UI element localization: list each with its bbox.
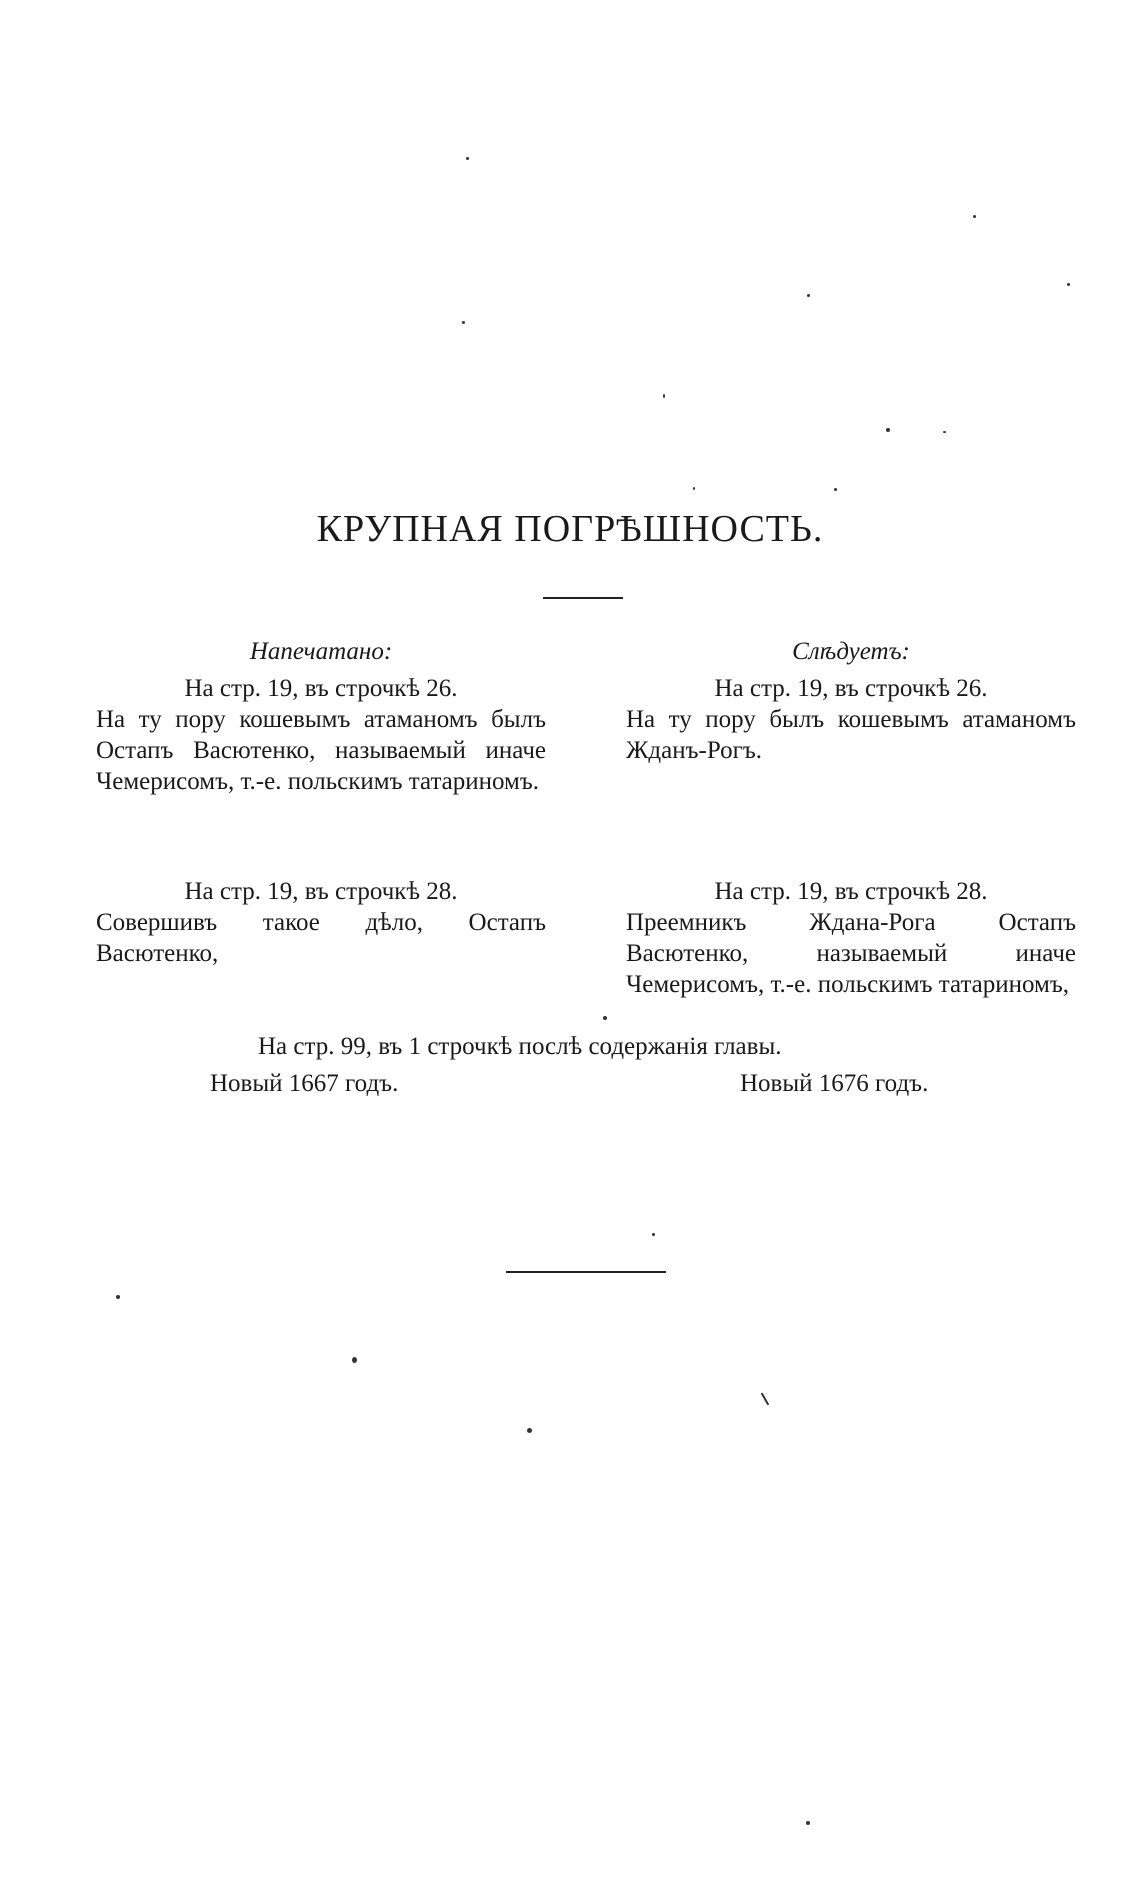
scan-speck	[761, 1392, 770, 1405]
closing-divider	[506, 1271, 666, 1273]
scan-speck	[652, 1233, 655, 1236]
title-divider	[543, 597, 623, 599]
entry-1-correct-ref: На стр. 19, въ строчкѣ 26.	[714, 675, 988, 702]
entry-2-printed	[96, 876, 546, 969]
page-title: КРУПНАЯ ПОГРѢШНОСТЬ.	[316, 508, 824, 550]
scan-speck	[806, 1821, 810, 1825]
scan-speck	[886, 428, 890, 432]
entry-2-correct-text: Преемникъ Ждана-Рога Остапъ Васютенко, называемый иначе Чемерисомъ, т.-е. польскимъ татариномъ,	[626, 909, 1076, 998]
scan-speck	[116, 1295, 120, 1299]
scan-speck	[973, 215, 976, 218]
final-entry-correct: Новый 1676 годъ.	[740, 1070, 929, 1097]
scan-speck	[527, 1428, 532, 1433]
scan-speck	[943, 431, 946, 433]
entry-2-correct	[626, 876, 1076, 1000]
printed-column	[96, 636, 546, 797]
scan-speck	[693, 487, 695, 490]
scan-speck	[834, 488, 837, 491]
entry-1-correct-text: На ту пору былъ кошевымъ атаманомъ Жданъ-Рогъ.	[626, 706, 1076, 764]
scan-speck	[462, 321, 465, 324]
entry-2-correct-ref: На стр. 19, въ строчкѣ 28.	[714, 878, 988, 905]
entry-2-printed-ref: На стр. 19, въ строчкѣ 28.	[184, 878, 458, 905]
final-entry-printed: Новый 1667 годъ.	[210, 1070, 399, 1097]
scan-speck	[1067, 283, 1070, 286]
correct-column	[626, 636, 1076, 766]
entry-1-printed-text: На ту пору кошевымъ атаманомъ былъ Остапъ Васютенко, называемый иначе Чемерисомъ, т.-е. польскимъ татариномъ.	[96, 706, 546, 795]
entry-1-printed-ref: На стр. 19, въ строчкѣ 26.	[184, 675, 458, 702]
scan-speck	[807, 294, 810, 297]
printed-heading: Напечатано:	[249, 638, 393, 665]
scan-speck	[466, 157, 469, 160]
scan-speck	[663, 394, 665, 398]
correct-heading: Слѣдуетъ:	[792, 638, 910, 665]
scan-speck	[603, 1016, 607, 1020]
final-entry-ref: На стр. 99, въ 1 строчкѣ послѣ содержанія главы.	[258, 1033, 782, 1060]
entry-2-printed-text: Совершивъ такое дѣло, Остапъ Васютенко,	[96, 909, 546, 967]
scan-speck	[352, 1357, 357, 1363]
